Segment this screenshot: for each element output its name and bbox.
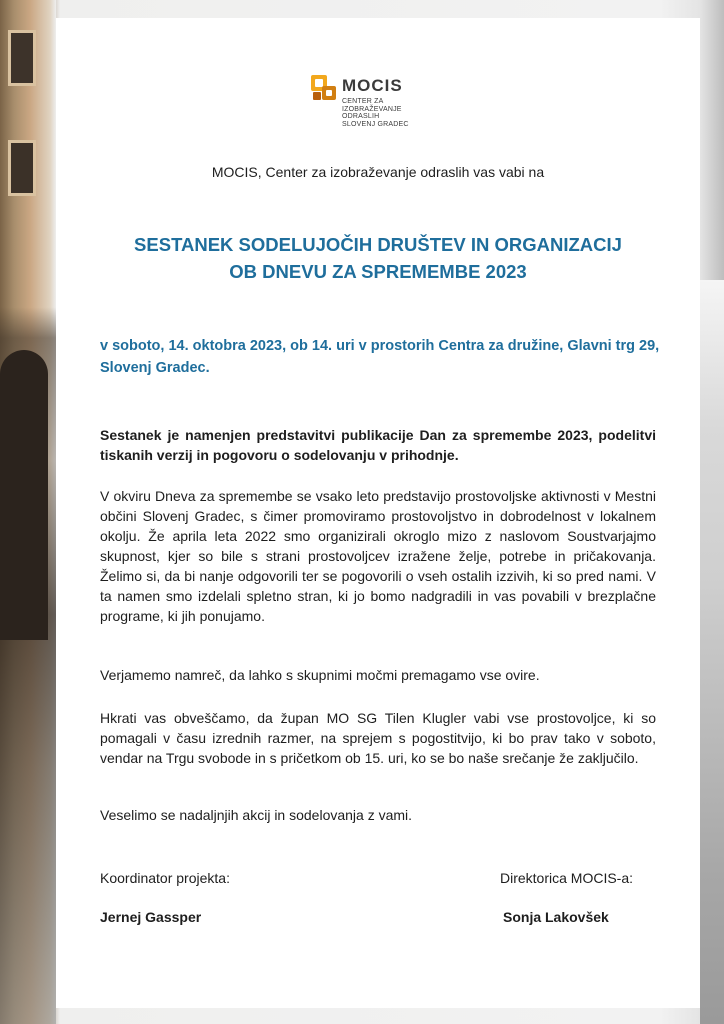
coordinator-name: Jernej Gassper: [100, 909, 202, 925]
page-title: SESTANEK SODELUJOČIH DRUŠTEV IN ORGANIZACIJ OB DNEVU ZA SPREMEMBE 2023: [134, 234, 622, 282]
building-doorway: [0, 350, 48, 640]
intro-text: MOCIS, Center za izobraževanje odraslih vas vabi na: [211, 164, 545, 180]
body-paragraph: Hkrati vas obveščamo, da župan MO SG Tilen Klugler vabi vse prostovoljce, ki so pomagali v času izrednih razmer, na sprejem s pogostitvijo, ki bo prav tako v soboto, vendar na Trgu svobode in s pričetkom ob 15. uri, ko se bo naše srečanje že zaključilo.: [100, 710, 656, 766]
body-paragraph: Verjamemo namreč, da lahko s skupnimi močmi premagamo vse ovire.: [100, 667, 540, 683]
body-paragraph: V okviru Dneva za spremembe se vsako leto predstavijo prostovoljske aktivnosti v Mestni občini Slovenj Gradec, s čimer promoviramo prostovoljstvo in dobrodelnost v lokalnem okolju. Že aprila leta 2022 smo organizirali okroglo mizo z naslovom Soustvarjajmo skupnost, kjer so bile s strani prostovoljcev izražene želje, potrebe in pričakovanja. Želimo si, da bi nanje odgovorili ter se pogovorili o vseh ostalih izzivih, ki so pred nami. V ta namen smo izdelali spletno stran, ki jo bomo nadgradili in vas povabili v brezplačne programe, ki jih ponujamo.: [100, 488, 656, 624]
coordinator-role: Koordinator projekta:: [100, 870, 230, 886]
building-window: [8, 30, 36, 86]
mocis-logo: [310, 74, 420, 134]
mocis-logo-icon: [310, 74, 338, 102]
building-window: [8, 140, 36, 196]
director-name: Sonja Lakovšek: [503, 909, 609, 925]
logo-wordmark: MOCIS: [342, 76, 403, 95]
event-details: v soboto, 14. oktobra 2023, ob 14. uri v prostorih Centra za družine, Glavni trg 29, Slovenj Gradec.: [100, 338, 660, 376]
lead-paragraph: Sestanek je namenjen predstavitvi publikacije Dan za spremembe 2023, podelitvi tiskanih verzij in pogovoru o sodelovanju v prihodnje.: [100, 427, 656, 463]
building-photo-right: [700, 280, 724, 1024]
body-paragraph: Veselimo se nadaljnjih akcij in sodelovanja z vami.: [100, 807, 413, 823]
director-role: Direktorica MOCIS-a:: [500, 870, 634, 886]
logo-subtitle: CENTER ZA IZOBRAŽEVANJE ODRASLIH SLOVENJ GRADEC: [342, 98, 409, 128]
